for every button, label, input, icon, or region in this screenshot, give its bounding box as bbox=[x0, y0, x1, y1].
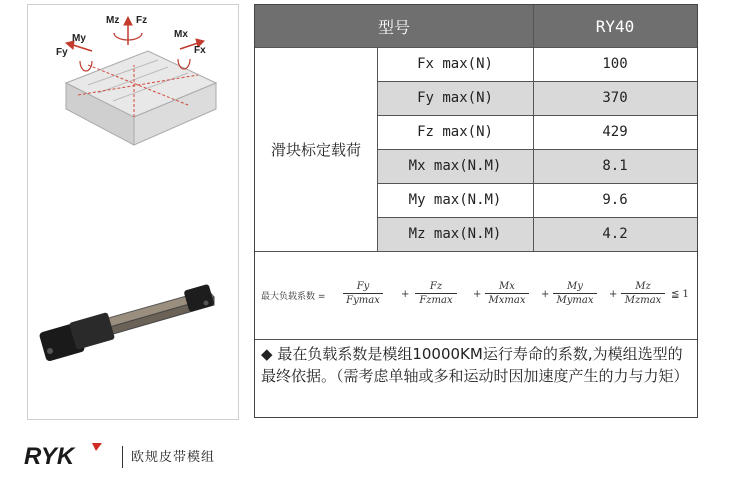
formula-denominator: Mymax bbox=[556, 295, 594, 306]
grid-line bbox=[377, 47, 378, 251]
formula-numerator: Fy bbox=[356, 281, 370, 292]
note-bullet: ◆ bbox=[261, 345, 273, 363]
mz-label: Mz bbox=[106, 15, 120, 26]
row-value: 100 bbox=[602, 56, 628, 72]
formula-prefix: 最大负载系数 = bbox=[261, 292, 326, 302]
group-label: 滑块标定载荷 bbox=[270, 140, 361, 159]
selection-note bbox=[261, 343, 693, 387]
product-image-panel bbox=[27, 4, 239, 420]
formula-plus: + bbox=[401, 289, 410, 300]
formula-term bbox=[343, 281, 383, 306]
formula-denominator: Fymax bbox=[346, 295, 380, 306]
brand-separator bbox=[122, 446, 123, 468]
row-value: 370 bbox=[602, 90, 628, 106]
grid-line bbox=[533, 5, 534, 251]
row-label: Fx max(N) bbox=[417, 56, 493, 72]
row-value: 4.2 bbox=[602, 226, 628, 242]
fx-label: Fx bbox=[194, 45, 206, 56]
formula-plus: + bbox=[473, 289, 482, 300]
belt-module-illustration bbox=[39, 284, 215, 362]
grid-line bbox=[377, 149, 697, 150]
header-model-cell: 型号 bbox=[377, 17, 410, 37]
grid-line bbox=[255, 47, 697, 48]
row-label: Mz max(N.M) bbox=[408, 226, 502, 242]
grid-line bbox=[377, 115, 697, 116]
formula-denominator: Mxmax bbox=[488, 295, 526, 306]
fy-label: Fy bbox=[56, 47, 68, 58]
row-value: 9.6 bbox=[602, 192, 628, 208]
grid-line bbox=[377, 81, 697, 82]
formula-term bbox=[415, 281, 457, 306]
formula-term bbox=[553, 281, 597, 306]
row-value: 429 bbox=[602, 124, 628, 140]
row-label: Fy max(N) bbox=[417, 90, 493, 106]
formula-term bbox=[621, 281, 665, 306]
formula-denominator: Fzmax bbox=[419, 295, 453, 306]
ryk-logo bbox=[22, 441, 114, 469]
grid-line bbox=[255, 339, 697, 340]
formula-suffix: ≦ 1 bbox=[671, 289, 689, 300]
brand-product-line: 欧规皮带模组 bbox=[131, 450, 216, 465]
slider-force-diagram bbox=[28, 5, 238, 419]
formula-plus: + bbox=[609, 289, 618, 300]
grid-line bbox=[377, 217, 697, 218]
note-text: 最在负载系数是模组10000KM运行寿命的系数,为模组选型的最终依据。（需考虑单轴或多和运动时因加速度产生的力与力矩） bbox=[261, 345, 689, 385]
row-label: Fz max(N) bbox=[417, 124, 493, 140]
formula-plus: + bbox=[541, 289, 550, 300]
fz-label: Fz bbox=[136, 15, 148, 26]
formula-numerator: My bbox=[567, 281, 583, 292]
load-factor-formula bbox=[255, 251, 697, 339]
mx-label: Mx bbox=[174, 29, 188, 40]
row-label: Mx max(N.M) bbox=[408, 158, 502, 174]
grid-line bbox=[377, 183, 697, 184]
row-value: 8.1 bbox=[602, 158, 628, 174]
formula-term bbox=[485, 281, 529, 306]
formula-numerator: Fz bbox=[429, 281, 443, 292]
formula-denominator: Mzmax bbox=[624, 295, 662, 306]
my-label: My bbox=[72, 33, 86, 44]
header-value-cell: RY40 bbox=[595, 16, 635, 36]
slider-block-illustration bbox=[66, 51, 216, 145]
logo-text: RYK bbox=[24, 443, 75, 469]
spec-table bbox=[254, 4, 698, 418]
row-label: My max(N.M) bbox=[408, 192, 502, 208]
formula-numerator: Mx bbox=[499, 281, 515, 292]
formula-numerator: Mz bbox=[635, 281, 651, 292]
